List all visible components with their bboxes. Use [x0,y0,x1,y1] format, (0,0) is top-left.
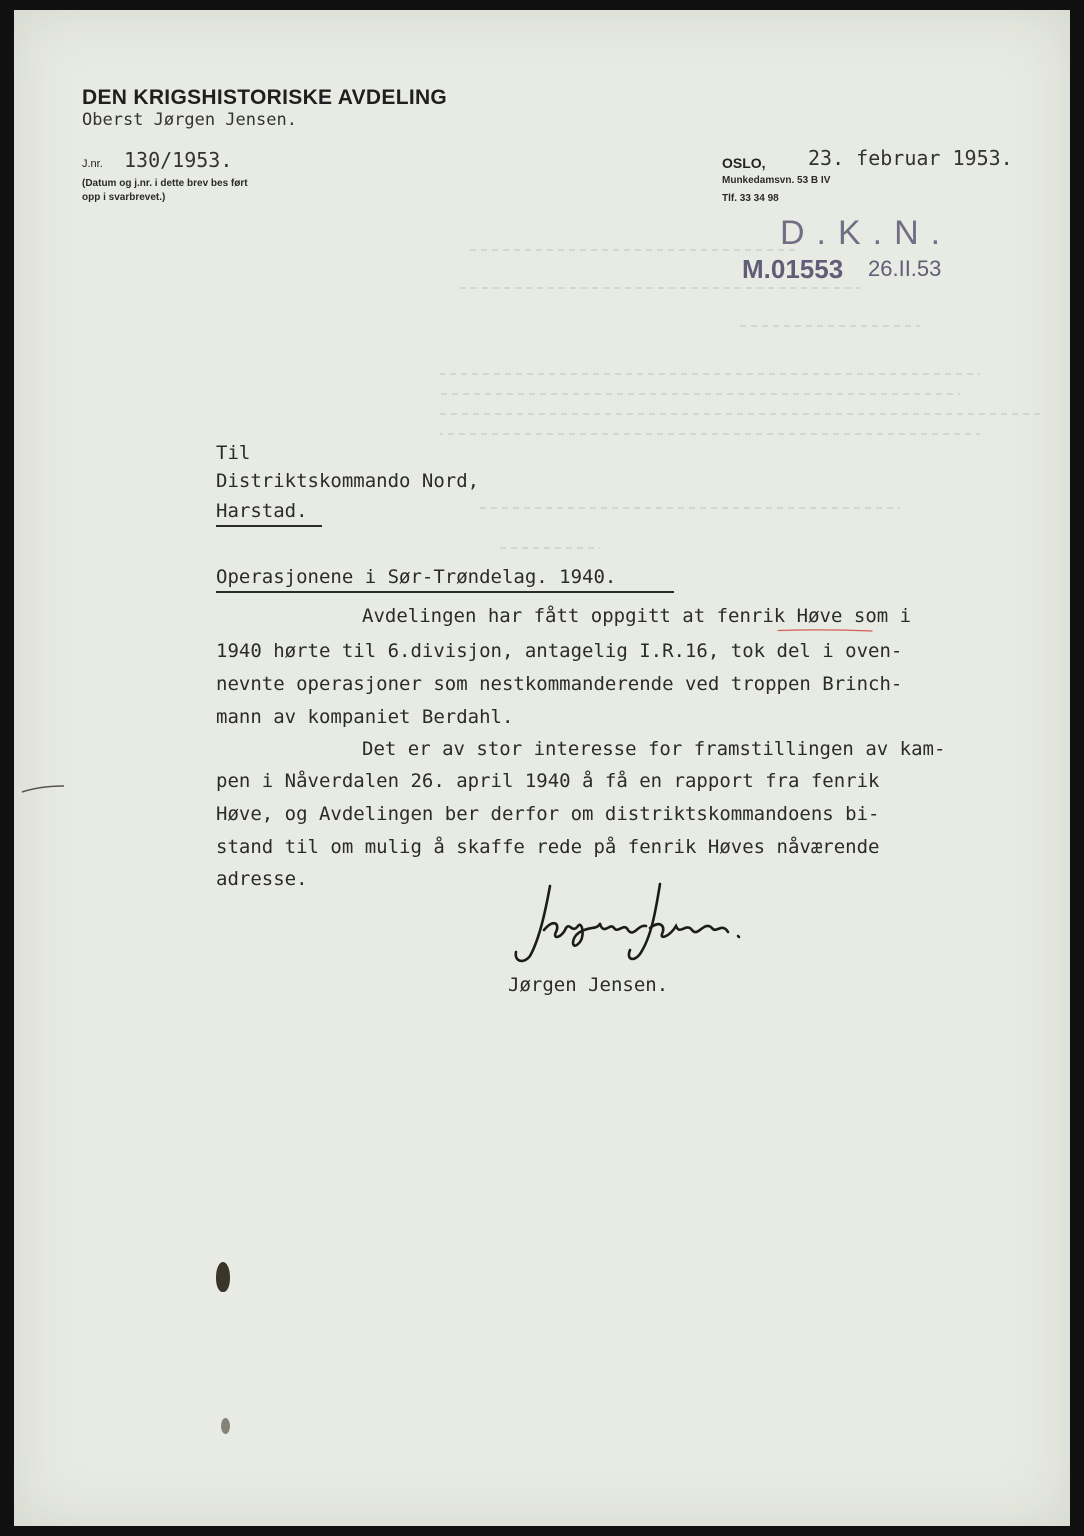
paragraph-line-6: pen i Nåverdalen 26. april 1940 å få en rapport fra fenrik [216,770,880,792]
stamp-letters: D.K.N. [780,214,953,252]
paragraph-line-2: 1940 hørte til 6.divisjon, antagelig I.R.16, tok del i oven- [216,640,903,662]
officer-line: Oberst Jørgen Jensen. [82,110,297,130]
paragraph-line-8: stand til om mulig å skaffe rede på fenrik Høves nåværende [216,836,880,858]
subject-underline [216,591,674,593]
city: OSLO, [722,155,766,171]
address-block [722,172,830,208]
reference-label: J.nr. [82,158,103,170]
subject-line: Operasjonene i Sør-Trøndelag. 1940. [216,566,617,588]
paragraph-line-3: nevnte operasjoner som nestkommanderende ved troppen Brinch- [216,673,903,695]
handwritten-signature-icon [500,878,750,968]
paragraph-line-1: Avdelingen har fått oppgitt at fenrik Høve som i [362,605,912,627]
reference-note [82,177,322,205]
pencil-mark-icon [20,780,70,800]
typed-signature: Jørgen Jensen. [508,974,669,996]
organization-heading: DEN KRIGSHISTORISKE AVDELING [82,86,448,109]
reference-note-line1: (Datum og j.nr. i dette brev bes ført [82,178,248,189]
paragraph-line-4: mann av kompaniet Berdahl. [216,706,514,728]
paragraph-line-5: Det er av stor interesse for framstillingen av kam- [362,738,946,760]
reference-note-line2: opp i svarbrevet.) [82,192,166,203]
phone-number: Tlf. 33 34 98 [722,193,779,204]
salutation: Til [216,442,251,464]
red-underline-mark [730,629,920,632]
stamp-number: M.01553 [742,254,844,284]
recipient-name: Distriktskommando Nord, [216,470,480,492]
street-address: Munkedamsvn. 53 B IV [722,175,831,186]
ink-blot-icon [216,1262,230,1292]
paragraph-line-7: Høve, og Avdelingen ber derfor om distriktskommandoens bi- [216,803,880,825]
small-stain-icon [221,1418,230,1434]
stamp-date: 26.II.53 [868,256,942,281]
recipient-place-underline [216,525,322,527]
letter-date: 23. februar 1953. [808,146,1013,170]
paragraph-line-9: adresse. [216,868,308,890]
bleed-through-texture [440,230,1060,560]
recipient-place: Harstad. [216,500,308,522]
reference-number: 130/1953. [124,148,233,172]
